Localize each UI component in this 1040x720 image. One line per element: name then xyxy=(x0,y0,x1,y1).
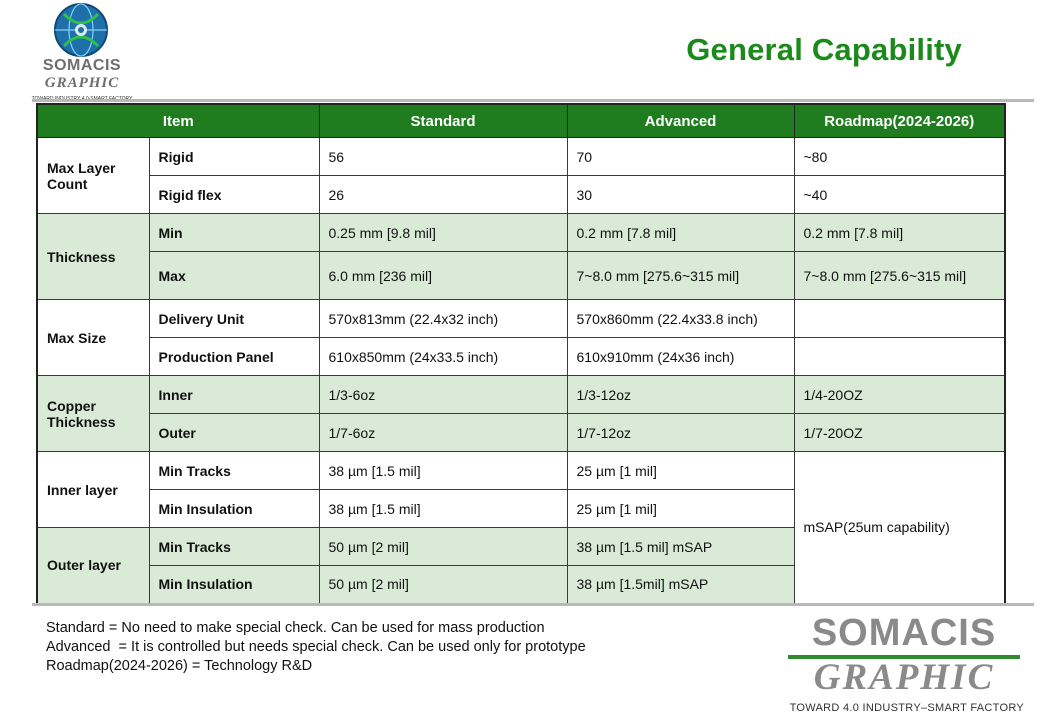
cell-standard: 610x850mm (24x33.5 inch) xyxy=(319,338,567,376)
logo-bottom-tagline: TOWARD 4.0 INDUSTRY–SMART FACTORY xyxy=(789,702,1024,714)
table-row xyxy=(37,338,1005,376)
sub-label: Delivery Unit xyxy=(149,300,319,338)
sub-label: Inner xyxy=(149,376,319,414)
bottom-divider xyxy=(32,603,1034,606)
sub-label: Min Tracks xyxy=(149,528,319,566)
group-label: Max Size xyxy=(37,300,149,376)
group-label: Copper Thickness xyxy=(37,376,149,452)
table-row xyxy=(37,138,1005,176)
logo-brand-line2: GRAPHIC xyxy=(44,75,120,91)
cell-advanced: 38 µm [1.5 mil] mSAP xyxy=(567,528,794,566)
table-row xyxy=(37,252,1005,300)
cell-standard: 570x813mm (22.4x32 inch) xyxy=(319,300,567,338)
top-divider xyxy=(32,99,1034,102)
group-label: Thickness xyxy=(37,214,149,300)
cell-standard: 0.25 mm [9.8 mil] xyxy=(319,214,567,252)
sub-label: Min Insulation xyxy=(149,490,319,528)
logo-bottom-brand-line1: SOMACIS xyxy=(811,612,997,654)
cell-advanced: 1/3-12oz xyxy=(567,376,794,414)
sub-label: Production Panel xyxy=(149,338,319,376)
cell-advanced: 0.2 mm [7.8 mil] xyxy=(567,214,794,252)
note-standard: Standard = No need to make special check. Can be used for mass production xyxy=(46,620,545,636)
header-standard: Standard xyxy=(319,104,567,138)
sub-label: Min Tracks xyxy=(149,452,319,490)
cell-roadmap-merged: mSAP(25um capability) xyxy=(794,452,1005,604)
logo-bottom-brand-line2: GRAPHIC xyxy=(813,657,995,698)
cell-standard: 26 xyxy=(319,176,567,214)
table-row xyxy=(37,376,1005,414)
cell-standard: 38 µm [1.5 mil] xyxy=(319,452,567,490)
header-item: Item xyxy=(37,104,319,138)
cell-advanced: 7~8.0 mm [275.6~315 mil] xyxy=(567,252,794,300)
table-row xyxy=(37,300,1005,338)
cell-standard: 50 µm [2 mil] xyxy=(319,528,567,566)
cell-standard: 6.0 mm [236 mil] xyxy=(319,252,567,300)
cell-advanced: 1/7-12oz xyxy=(567,414,794,452)
cell-advanced: 30 xyxy=(567,176,794,214)
group-label: Outer layer xyxy=(37,528,149,604)
cell-advanced: 610x910mm (24x36 inch) xyxy=(567,338,794,376)
globe-logo-icon xyxy=(50,2,112,58)
header-advanced: Advanced xyxy=(567,104,794,138)
cell-roadmap: 1/4-20OZ xyxy=(794,376,1005,414)
page-title: General Capability xyxy=(686,32,962,67)
group-label: Inner layer xyxy=(37,452,149,528)
cell-roadmap: 7~8.0 mm [275.6~315 mil] xyxy=(794,252,1005,300)
cell-standard: 56 xyxy=(319,138,567,176)
cell-advanced: 25 µm [1 mil] xyxy=(567,490,794,528)
cell-roadmap xyxy=(794,338,1005,376)
table-header-row xyxy=(37,104,1005,138)
group-label: Max Layer Count xyxy=(37,138,149,214)
cell-advanced: 38 µm [1.5mil] mSAP xyxy=(567,566,794,604)
capability-table xyxy=(36,103,1006,605)
cell-advanced: 570x860mm (22.4x33.8 inch) xyxy=(567,300,794,338)
note-advanced: Advanced = It is controlled but needs special check. Can be used only for prototype xyxy=(46,639,586,655)
sub-label: Min Insulation xyxy=(149,566,319,604)
cell-roadmap: ~40 xyxy=(794,176,1005,214)
cell-roadmap: 1/7-20OZ xyxy=(794,414,1005,452)
sub-label: Max xyxy=(149,252,319,300)
cell-standard: 50 µm [2 mil] xyxy=(319,566,567,604)
logo-bottom xyxy=(770,610,1034,718)
header-roadmap: Roadmap(2024-2026) xyxy=(794,104,1005,138)
note-roadmap: Roadmap(2024-2026) = Technology R&D xyxy=(46,658,313,674)
cell-roadmap: 0.2 mm [7.8 mil] xyxy=(794,214,1005,252)
cell-roadmap: ~80 xyxy=(794,138,1005,176)
logo-top xyxy=(28,2,136,102)
cell-standard: 38 µm [1.5 mil] xyxy=(319,490,567,528)
sub-label: Rigid flex xyxy=(149,176,319,214)
table-row xyxy=(37,214,1005,252)
cell-standard: 1/7-6oz xyxy=(319,414,567,452)
sub-label: Outer xyxy=(149,414,319,452)
cell-advanced: 25 µm [1 mil] xyxy=(567,452,794,490)
cell-advanced: 70 xyxy=(567,138,794,176)
table-row xyxy=(37,452,1005,490)
sub-label: Min xyxy=(149,214,319,252)
cell-standard: 1/3-6oz xyxy=(319,376,567,414)
cell-roadmap xyxy=(794,300,1005,338)
legend-notes xyxy=(46,619,586,676)
table-row xyxy=(37,176,1005,214)
table-row xyxy=(37,414,1005,452)
logo-brand-line1: SOMACIS xyxy=(42,57,122,74)
sub-label: Rigid xyxy=(149,138,319,176)
